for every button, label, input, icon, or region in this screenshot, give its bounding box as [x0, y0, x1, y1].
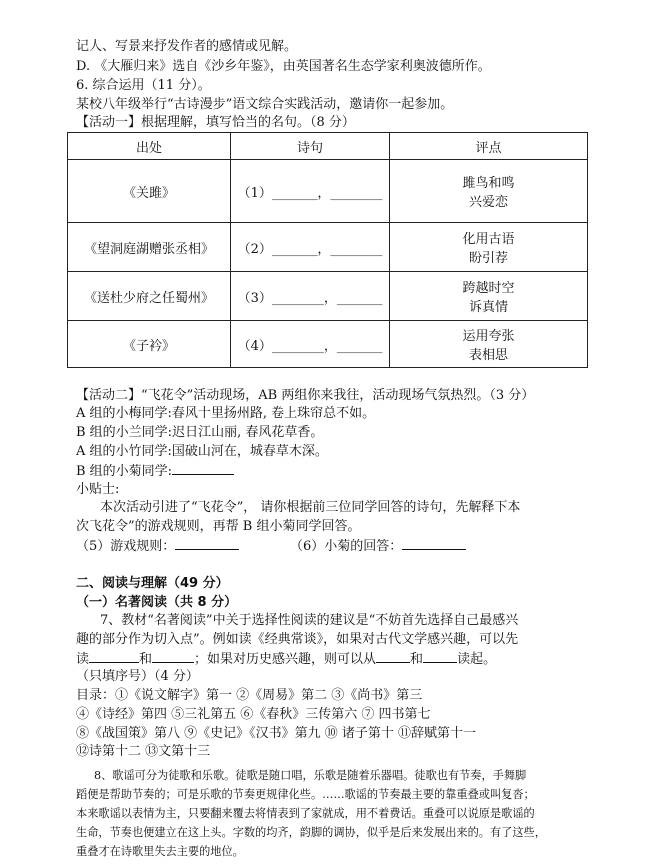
question-6-label: （6）小菊的回答： — [290, 539, 403, 554]
answer-blank-1[interactable]: （1）_______，________ — [231, 160, 390, 223]
question-5 — [76, 537, 239, 556]
group-a-line-2: A 组的小竹同学:国破山河在，城春草木深。 — [76, 444, 328, 459]
answer-blank-4[interactable]: （4）________，_______ — [231, 321, 390, 368]
q7-text-c: ；如果对历史感兴趣，则可以从 — [194, 652, 377, 667]
comment-cell — [390, 321, 588, 368]
answer-blank-2[interactable]: （2）_______，________ — [231, 223, 390, 272]
toc-line-4: ⑫诗第十二 ⑬文第十三 — [76, 744, 211, 759]
tip-line-2: 次飞花令”的游戏规则，再帮 B 组小菊同学回答。 — [76, 519, 361, 534]
answer-blank-5[interactable] — [175, 537, 239, 550]
answer-blank-6[interactable] — [402, 537, 466, 550]
question-6 — [290, 537, 466, 556]
section-2-subtitle: （一）名著阅读（共 8 分） — [76, 595, 238, 610]
intro-line-1: 记人、写景来抒发作者的感情或见解。 — [76, 39, 298, 54]
source-cell: 《子衿》 — [68, 321, 231, 368]
question-5-label: （5）游戏规则： — [76, 539, 176, 554]
question-8-line-3: 本来歌谣以表情为主，只要翻来覆去将情表到了家就成，用不着费话。重叠可以说原是歌谣的 — [76, 807, 535, 820]
question-8-line-1: 8、歌谣可分为徒歌和乐歌。徒歌是随口唱，乐歌是随着乐器唱。徒歌也有节奏，手舞脚 — [94, 769, 527, 782]
comment-cell — [390, 272, 588, 321]
group-b-label: B 组的小菊同学: — [76, 464, 173, 479]
comment-line: 雎鸟和鸣 — [462, 176, 515, 191]
comment-line: 运用夸张 — [462, 329, 515, 344]
question-6-intro: 某校八年级举行“古诗漫步”语文综合实践活动，邀请你一起参加。 — [76, 97, 454, 112]
group-b-line-2 — [76, 462, 234, 481]
question-7-line-1: 7、教材“名著阅读”中关于选择性阅读的建议是“不妨首先选择自己最感兴 — [100, 613, 519, 628]
question-8-line-4: 生命，节奏也便建立在这上头。字数的均齐，韵脚的调协，似乎是后来发展出来的。有了这些， — [76, 826, 546, 839]
question-8-line-5: 重叠才在诗歌里失去主要的地位。 — [76, 845, 244, 858]
activity-1-title: 【活动一】根据理解，填写恰当的名句。（8 分） — [76, 115, 355, 130]
tip-label: 小贴士: — [76, 482, 120, 497]
source-cell: 《送杜少府之任蜀州》 — [68, 272, 231, 321]
toc-label: 目录： — [76, 688, 116, 703]
comment-line: 跨越时空 — [462, 281, 515, 296]
table-row — [68, 321, 588, 368]
table-row — [68, 223, 588, 272]
header-poem: 诗句 — [231, 133, 390, 160]
q7-text-e: 读起。 — [457, 652, 497, 667]
question-8-line-2: 蹈便是帮助节奏的；可是乐歌的节奏更规律化些。……歌谣的节奏最主要的靠重叠或叫复沓； — [76, 788, 535, 801]
tip-line-1: 本次活动引进了“飞花令”， 请你根据前三位同学回答的诗句，先解释下本 — [100, 500, 521, 515]
group-a-line-1: A 组的小梅同学:春风十里扬州路, 卷上珠帘总不如。 — [76, 406, 376, 421]
intro-line-2: D. 《大雁归来》选自《沙乡年鉴》，由英国著名生态学家利奥波德所作。 — [76, 59, 491, 74]
source-cell: 《望洞庭湖赠张丞相》 — [68, 223, 231, 272]
comment-line: 兴爱恋 — [468, 195, 508, 210]
toc-items-1: ①《说文解字》第一 ②《周易》第二 ③《尚书》第三 — [115, 688, 423, 703]
activity-2-title: 【活动二】“飞花令”活动现场，AB 两组你来我往，活动现场气氛热烈。（3 分） — [76, 388, 535, 403]
source-cell: 《关雎》 — [68, 160, 231, 223]
comment-cell — [390, 223, 588, 272]
question-7-line-4: （只填序号）（4 分） — [76, 669, 199, 684]
toc-line-3: ⑧《战国策》第八 ⑨《史记》《汉书》第九 ⑩ 诸子第十 ⑪辞赋第十一 — [76, 726, 477, 741]
answer-blank-7c[interactable] — [376, 650, 410, 663]
question-7-line-2: 趣的部分作为切入点”。例如读《经典常谈》，如果对古代文学感兴趣，可以先 — [76, 632, 519, 647]
toc-line-2: ④《诗经》第四 ⑤三礼第五 ⑥《春秋》三传第六 ⑦ 四书第七 — [76, 707, 431, 722]
poem-table — [67, 132, 588, 368]
q7-text-a: 读 — [76, 652, 90, 667]
comment-cell — [390, 160, 588, 223]
answer-blank-7a[interactable] — [89, 650, 139, 663]
table-row — [68, 160, 588, 223]
comment-line: 诉真情 — [468, 300, 508, 315]
question-7-line-3 — [76, 650, 496, 669]
answer-blank-b[interactable] — [172, 462, 234, 475]
answer-blank-3[interactable]: （3）________，_______ — [231, 272, 390, 321]
question-6-title: 6. 综合运用（11 分）。 — [76, 78, 211, 93]
comment-line: 表相思 — [468, 348, 508, 363]
header-comment: 评点 — [390, 133, 588, 160]
comment-line: 化用古语 — [462, 232, 515, 247]
section-2-title: 二、阅读与理解（49 分） — [76, 576, 229, 591]
q7-text-d: 和 — [410, 652, 424, 667]
group-b-line-1: B 组的小兰同学:迟日江山丽, 春风花草香。 — [76, 425, 324, 440]
q7-text-b: 和 — [139, 652, 153, 667]
comment-line: 盼引荐 — [468, 251, 508, 266]
toc-line-1 — [76, 687, 422, 705]
answer-blank-7b[interactable] — [152, 650, 194, 663]
answer-blank-7d[interactable] — [423, 650, 457, 663]
table-row — [68, 272, 588, 321]
header-source: 出处 — [68, 133, 231, 160]
